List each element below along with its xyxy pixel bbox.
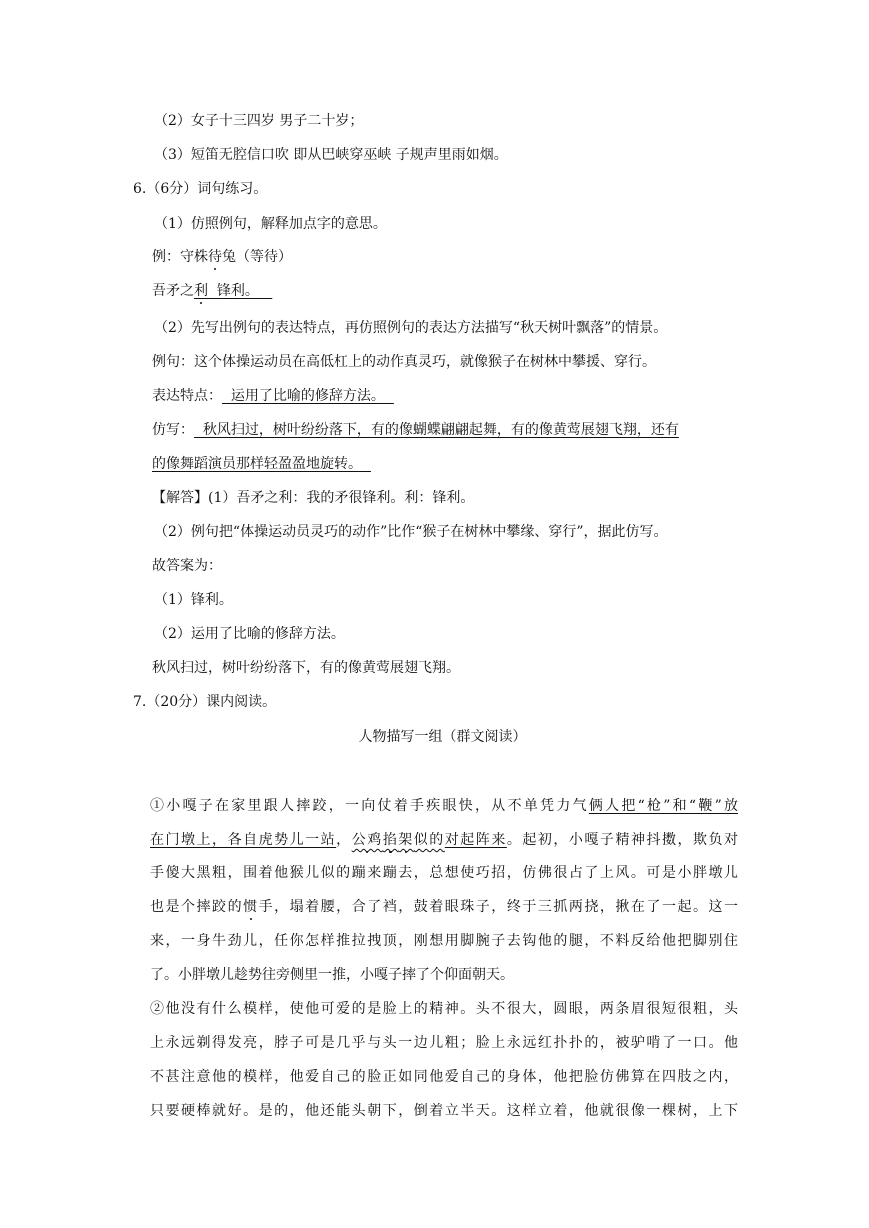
p1-line-2	[150, 830, 738, 850]
text: 手，塌着腰，合了裆，鼓着眼珠子，终于三抓两挠，揪在了一起。这一	[258, 899, 739, 915]
imitation-label: 仿写：	[152, 422, 194, 438]
dotted-char: 利	[194, 283, 208, 299]
underlined-text: 在门墩上，各自虎势儿一站	[150, 832, 337, 848]
answer-tag: 【解答】	[152, 490, 208, 506]
feature-label: 表达特点：	[152, 388, 222, 404]
q6-final-1: （1）锋利。	[154, 592, 233, 608]
q5-item-3: （3）短笛无腔信口吹 即从巴峡穿巫峡 子规声里雨如烟。	[154, 147, 508, 163]
text: 。起初，小嘎子精神抖擞，欺负对	[506, 832, 739, 848]
p2-line-2: 上永远剃得发亮，脖子可是几乎与头一边儿粗；脸上永远红扑扑的，被驴啃了一口。他	[150, 1035, 738, 1051]
passage-title	[0, 727, 869, 747]
dotted-text: 架	[398, 832, 414, 848]
underlined-text: 对起阵来	[444, 832, 507, 848]
q6-header: 6.（6分）词句练习。	[133, 181, 268, 197]
q5-item-2: （2）女子十三四岁 男子二十岁；	[154, 113, 364, 129]
dotted-text: 掐	[382, 832, 399, 848]
item-prefix: 吾矛之	[152, 283, 194, 299]
p1-line-6: 了。小胖墩儿趁势往旁侧里一推，小嘎子摔了个仰面朝天。	[150, 967, 514, 983]
p1-line-5: 来，一身牛劲儿，任你怎样推拉拽顶，刚想用脚腕子去钩他的腿，不料反给他把脚别住	[150, 933, 738, 949]
answer-text: (1）吾矛之利：我的矛很锋利。利：锋利。	[208, 490, 475, 506]
q6-imitation-line-2	[152, 454, 371, 474]
example-prefix: 例：守株	[152, 249, 208, 265]
text: ，	[336, 832, 352, 848]
q6-example-sentence: 例句：这个体操运动员在高低杠上的动作真灵巧，就像猴子在树林中攀援、穿行。	[152, 354, 656, 370]
imitation-answer-2: 的像舞蹈演员那样轻盈盈地旋转。	[152, 456, 371, 472]
wavy-underlined-phrase	[352, 832, 445, 848]
q6-answer-2: （2）例句把“体操运动员灵巧的动作”比作“猴子在树林中攀缘、穿行”，据此仿写。	[154, 524, 668, 540]
q7-header: 7.（20分）课内阅读。	[133, 694, 277, 710]
p2-line-4: 只要硬棒就好。是的，他还能头朝下，倒着立半天。这样立着，他就很像一棵树，上下	[150, 1103, 738, 1119]
item-answer: 锋利。	[208, 283, 273, 299]
q6-answer-intro: 故答案为：	[152, 558, 222, 574]
q6-feature	[152, 386, 394, 406]
text: 似的	[413, 832, 445, 848]
p2-line-1: ②他没有什么模样，使他可爱的是脸上的精神。头不很大，圆眼，两条眉很短很粗，头	[150, 1001, 738, 1017]
dotted-char: 待	[208, 249, 222, 265]
q6-imitation-line-1	[152, 420, 679, 440]
p1-line-3: 手傻大黑粗，围着他猴儿似的蹦来蹦去，总想使巧招，仿佛很占了上风。可是小胖墩儿	[150, 865, 738, 881]
passage-title-text: 人物描写一组（群文阅读）	[358, 729, 527, 745]
p1-line-1	[150, 796, 738, 816]
p2-line-3: 不甚注意他的模样，他爱自己的脸正如同他爱自己的身体，他把脸仿佛算在四肢之内，	[150, 1069, 738, 1085]
q6-part2-prompt: （2）先写出例句的表达特点，再仿照例句的表达方法描写“秋天树叶飘落”的情景。	[154, 320, 668, 336]
example-suffix: 兔（等待）	[222, 249, 292, 265]
p1-line-4	[150, 897, 738, 917]
q6-part1-prompt: （1）仿照例句，解释加点字的意思。	[154, 216, 387, 232]
q6-answer-1	[152, 488, 474, 508]
q6-final-3: 秋风扫过，树叶纷纷落下，有的像黄莺展翅飞翔。	[152, 660, 460, 676]
q6-item	[152, 281, 272, 301]
text: ①小嘎子在家里跟人摔跤，一向仗着手疾眼快，从不单凭力气	[150, 798, 589, 814]
text: 也是个摔跤的	[150, 899, 244, 915]
dotted-text: 惯	[243, 899, 259, 915]
q6-example	[152, 247, 292, 267]
underlined-text: 俩人把“枪”和“鞭”放	[588, 798, 738, 814]
imitation-answer-1: 秋风扫过，树叶纷纷落下，有的像蝴蝶翩翩起舞，有的像黄莺展翅飞翔，还有	[194, 422, 679, 438]
dotted-text: 公鸡	[351, 832, 383, 848]
feature-answer: 运用了比喻的修辞方法。	[222, 388, 394, 404]
q6-final-2: （2）运用了比喻的修辞方法。	[154, 626, 345, 642]
